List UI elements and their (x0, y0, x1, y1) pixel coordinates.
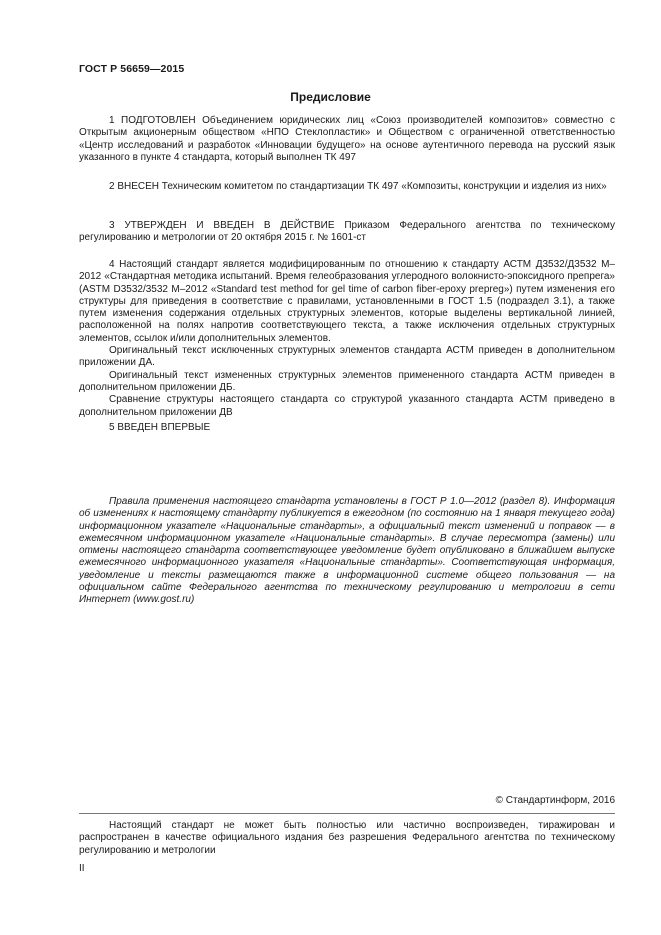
reproduction-notice (79, 820, 615, 857)
notice-text: Правила применения настоящего стандарта установлены в ГОСТ Р 1.0—2012 (раздел 8). Информация об изменениях к настоящему стандарту публикуется в ежегодном (по состоянию на 1 января текущего года) информационном указателе «Национальные стандарты», а официальный текст изменений и поправок — в ежемесячном информационном указателе «Национальные стандарты». В случае пересмотра (замены) или отмены настоящего стандарта соответствующее уведомление будет опубликовано в ближайшем выпуске ежемесячного информационного указателя «Национальные стандарты». Соответствующая информация, уведомление и тексты размещаются также в информационной системе общего пользования — на официальном сайте Федерального агентства по техническому регулированию и метрологии в сети Интернет (www.gost.ru) (79, 496, 615, 606)
paragraph-text: 4 Настоящий стандарт является модифицированным по отношению к стандарту АСТМ Д3532/Д3532 М–2012 «Стандартная методика испытаний. Время гелеобразования углеродного волокнисто-эпоксидного препрега» (ASTM D3532/3532 M–2012 «Standard test method for gel time of carbon fiber-epoxy prepreg») путем изменения его структуры для приведения в соответствие с правилами, установленными в ГОСТ 1.5 (подраздел 3.1), а также путем изменения содержания отдельных структурных элементов, которые выделены вертикальной линией, расположенной на полях напротив соответствующего текста, а также исключения отдельных структурных элементов, ссылок и/или дополнительных элементов. (79, 259, 615, 344)
document-id: ГОСТ Р 56659—2015 (79, 63, 185, 75)
paragraph-2 (79, 181, 615, 193)
paragraph-text: 5 ВВЕДЕН ВПЕРВЫЕ (109, 422, 211, 433)
paragraph-text: 2 ВНЕСЕН Техническим комитетом по стандартизации ТК 497 «Композиты, конструкции и изделия из них» (109, 181, 607, 192)
paragraph-text: Оригинальный текст измененных структурных элементов примененного стандарта АСТМ приведен в дополнительном приложении ДБ. (79, 369, 615, 393)
paragraph-text: Сравнение структуры настоящего стандарта со структурой указанного стандарта АСТМ приведено в дополнительном приложении ДВ (79, 394, 615, 418)
page-number: II (79, 863, 85, 874)
divider (79, 813, 615, 814)
paragraph-text: 3 УТВЕРЖДЕН И ВВЕДЕН В ДЕЙСТВИЕ Приказом Федерального агентства по техническому регулированию и метрологии от 20 октября 2015 г. № 1601-ст (79, 220, 615, 244)
paragraph-4 (79, 259, 615, 419)
paragraph-3 (79, 220, 615, 245)
paragraph-1 (79, 115, 615, 164)
paragraph-5 (79, 422, 615, 434)
page-title: Предисловие (290, 90, 371, 104)
paragraph-text: Оригинальный текст исключенных структурных элементов стандарта АСТМ приведен в дополнительном приложении ДА. (79, 345, 615, 369)
copyright: © Стандартинформ, 2016 (495, 795, 615, 806)
footer-text: Настоящий стандарт не может быть полностью или частично воспроизведен, тиражирован и распространен в качестве официального издания без разрешения Федерального агентства по техническому регулированию и метрологии (79, 820, 615, 856)
paragraph-text: 1 ПОДГОТОВЛЕН Объединением юридических лиц «Союз производителей композитов» совместно с Открытым акционерным обществом «НПО Стеклопластик» и Обществом с ограниченной ответственностью «Центр исследований и разработок «Инновации будущего» на основе аутентичного перевода на русский язык указанного в пункте 4 стандарта, который выполнен ТК 497 (79, 115, 615, 163)
usage-notice (79, 496, 615, 607)
